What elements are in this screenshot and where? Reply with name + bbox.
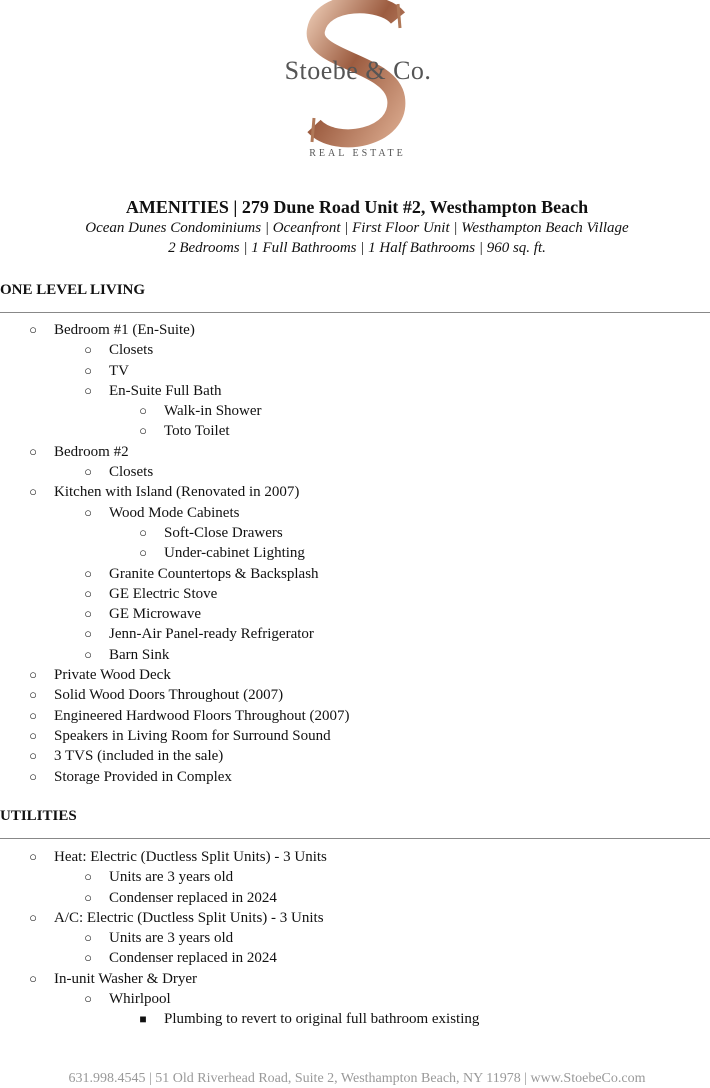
list-item-text: TV (109, 362, 129, 379)
circle-bullet-icon: ○ (84, 930, 92, 946)
list-item (0, 685, 710, 705)
list-item-text: 3 TVS (included in the sale) (54, 748, 224, 765)
list-item (0, 746, 710, 766)
section-divider (0, 838, 710, 839)
list-item (0, 847, 710, 867)
circle-bullet-icon: ○ (84, 464, 92, 480)
property-specs-line: 2 Bedrooms | 1 Full Bathrooms | 1 Half Bathrooms | 960 sq. ft. (168, 240, 546, 256)
circle-bullet-icon: ○ (29, 727, 37, 743)
list-item (0, 381, 710, 401)
circle-bullet-icon: ○ (139, 403, 147, 419)
page-title: AMENITIES | 279 Dune Road Unit #2, Westhampton Beach (125, 197, 589, 217)
circle-bullet-icon: ○ (84, 606, 92, 622)
circle-bullet-icon: ○ (29, 322, 37, 337)
circle-bullet-icon: ○ (84, 626, 92, 642)
list-item-text: Soft-Close Drawers (164, 524, 283, 541)
circle-bullet-icon: ○ (139, 524, 147, 540)
list-item-text: Units are 3 years old (109, 930, 234, 947)
circle-bullet-icon: ○ (29, 667, 37, 683)
list-item (0, 969, 710, 989)
list-item (0, 442, 710, 462)
circle-bullet-icon: ○ (139, 423, 147, 439)
utilities-list (0, 847, 710, 1030)
list-item (0, 928, 710, 948)
circle-bullet-icon: ○ (29, 687, 37, 703)
list-item (0, 645, 710, 665)
circle-bullet-icon: ○ (84, 565, 92, 581)
list-item-text: Bedroom #2 (54, 443, 129, 460)
list-item-text: Heat: Electric (Ductless Split Units) - 3 Units (54, 849, 327, 865)
circle-bullet-icon: ○ (29, 970, 37, 986)
circle-bullet-icon: ○ (84, 382, 92, 398)
list-item (0, 462, 710, 482)
list-item (0, 361, 710, 381)
circle-bullet-icon: ○ (139, 545, 147, 561)
circle-bullet-icon: ○ (84, 504, 92, 520)
list-item-text: Storage Provided in Complex (54, 768, 232, 785)
list-item (0, 604, 710, 624)
list-item (0, 706, 710, 726)
circle-bullet-icon: ○ (29, 768, 37, 784)
list-item (0, 888, 710, 908)
list-item-text: Condenser replaced in 2024 (109, 950, 277, 967)
list-item-text: Walk-in Shower (164, 403, 262, 420)
circle-bullet-icon: ○ (29, 849, 37, 864)
footer-contact: 631.998.4545 | 51 Old Riverhead Road, Suite 2, Westhampton Beach, NY 11978 | www.StoebeCo.com (68, 1071, 646, 1086)
circle-bullet-icon: ○ (84, 869, 92, 885)
list-item-text: Wood Mode Cabinets (109, 504, 240, 521)
circle-bullet-icon: ○ (84, 585, 92, 601)
list-item-text: Condenser replaced in 2024 (109, 889, 277, 906)
circle-bullet-icon: ○ (29, 443, 37, 459)
circle-bullet-icon: ○ (84, 889, 92, 905)
property-summary-line: Ocean Dunes Condominiums | Oceanfront | First Floor Unit | Westhampton Beach Village (85, 220, 629, 236)
list-item (0, 1009, 710, 1029)
list-item (0, 523, 710, 543)
list-item-text: Closets (109, 342, 154, 359)
list-item-text: Bedroom #1 (En-Suite) (54, 322, 195, 338)
list-item (0, 401, 710, 421)
list-item-text: Engineered Hardwood Floors Throughout (2007) (54, 707, 350, 724)
list-item-text: En-Suite Full Bath (109, 382, 222, 399)
circle-bullet-icon: ○ (29, 484, 37, 500)
list-item (0, 340, 710, 360)
list-item (0, 948, 710, 968)
list-item-text: Toto Toilet (164, 423, 230, 440)
list-item (0, 624, 710, 644)
section-heading-utilities: UTILITIES (0, 808, 77, 824)
list-item-text: Under-cabinet Lighting (164, 545, 305, 562)
list-item (0, 482, 710, 502)
list-item-text: Closets (109, 464, 154, 481)
list-item (0, 867, 710, 887)
list-item-text: Units are 3 years old (109, 869, 234, 886)
list-item-text: Barn Sink (109, 646, 170, 663)
logo-company-name: Stoebe & Co. (284, 56, 432, 85)
list-item-text: GE Microwave (109, 606, 202, 623)
list-item (0, 989, 710, 1009)
circle-bullet-icon: ○ (84, 991, 92, 1007)
list-item (0, 564, 710, 584)
list-item-text: Solid Wood Doors Throughout (2007) (54, 687, 284, 704)
list-item-text: Private Wood Deck (54, 667, 171, 684)
list-item-text: Whirlpool (109, 991, 171, 1008)
list-item (0, 767, 710, 787)
circle-bullet-icon: ○ (84, 646, 92, 662)
company-logo (270, 0, 445, 162)
list-item (0, 665, 710, 685)
list-item (0, 320, 710, 340)
section-divider (0, 312, 710, 313)
list-item (0, 908, 710, 928)
list-item-text: Speakers in Living Room for Surround Sound (54, 727, 331, 744)
list-item-text: Plumbing to revert to original full bathroom existing (164, 1011, 480, 1028)
list-item (0, 584, 710, 604)
circle-bullet-icon: ○ (29, 748, 37, 764)
list-item-text: Jenn-Air Panel-ready Refrigerator (109, 626, 314, 643)
list-item (0, 503, 710, 523)
circle-bullet-icon: ○ (84, 342, 92, 358)
circle-bullet-icon: ○ (84, 950, 92, 966)
list-item (0, 421, 710, 441)
circle-bullet-icon: ○ (29, 707, 37, 723)
logo-subtitle: REAL ESTATE (309, 148, 406, 159)
amenities-list (0, 320, 710, 787)
list-item-text: GE Electric Stove (109, 585, 218, 602)
circle-bullet-icon: ○ (84, 362, 92, 378)
square-bullet-icon: ■ (139, 1012, 147, 1027)
section-heading-one-level-living: ONE LEVEL LIVING (0, 282, 146, 298)
list-item-text: In-unit Washer & Dryer (54, 970, 198, 987)
list-item (0, 726, 710, 746)
list-item-text: Granite Countertops & Backsplash (109, 565, 319, 582)
circle-bullet-icon: ○ (29, 909, 37, 925)
list-item-text: A/C: Electric (Ductless Split Units) - 3 Units (54, 909, 324, 926)
list-item (0, 543, 710, 563)
list-item-text: Kitchen with Island (Renovated in 2007) (54, 484, 300, 501)
